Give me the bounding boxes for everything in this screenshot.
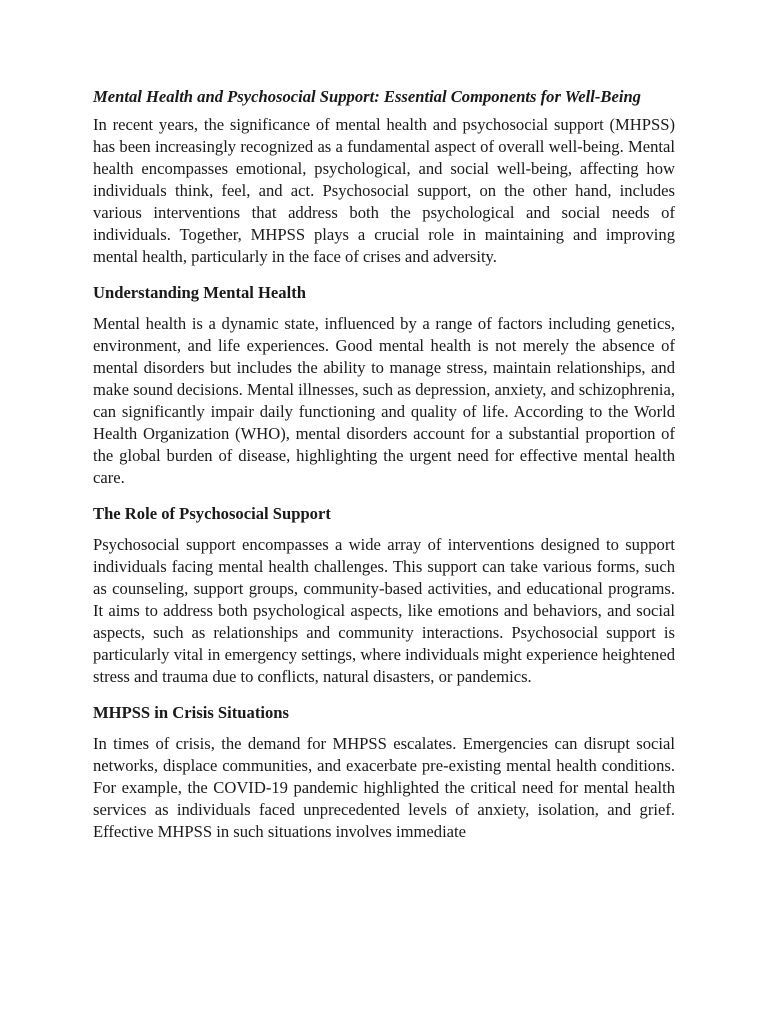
section-body-understanding-mental-health: Mental health is a dynamic state, influenced by a range of factors including genetics, environment, and life experiences. Good mental health is not merely the absence of mental disorders but includes the ability to manage stress, maintain relationships, and make sound decisions. Mental illnesses, such as depression, anxiety, and schizophrenia, can significantly impair daily functioning and quality of life. According to the World Health Organization (WHO), mental disorders account for a substantial proportion of the global burden of disease, highlighting the urgent need for effective mental health care. [93, 314, 675, 487]
section-body-mhpss-in-crisis: In times of crisis, the demand for MHPSS escalates. Emergencies can disrupt social networks, displace communities, and exacerbate pre-existing mental health conditions. For example, the COVID-19 pandemic highlighted the critical need for mental health services as individuals faced unprecedented levels of anxiety, isolation, and grief. Effective MHPSS in such situations involves immediate [93, 734, 675, 841]
section-heading-understanding-mental-health: Understanding Mental Health [93, 283, 306, 302]
section-body-role-of-psychosocial-support: Psychosocial support encompasses a wide array of interventions designed to support individuals facing mental health challenges. This support can take various forms, such as counseling, support groups, community-based activities, and educational programs. It aims to address both psychological aspects, like emotions and behaviors, and social aspects, such as relationships and community interactions. Psychosocial support is particularly vital in emergency settings, where individuals might experience heightened stress and trauma due to conflicts, natural disasters, or pandemics. [93, 535, 675, 686]
document-title: Mental Health and Psychosocial Support: Essential Components for Well-Being [93, 87, 641, 106]
section-heading-role-of-psychosocial-support: The Role of Psychosocial Support [93, 504, 331, 523]
section-heading-mhpss-in-crisis: MHPSS in Crisis Situations [93, 703, 289, 722]
intro-paragraph: In recent years, the significance of mental health and psychosocial support (MHPSS) has been increasingly recognized as a fundamental aspect of overall well-being. Mental health encompasses emotional, psychological, and social well-being, affecting how individuals think, feel, and act. Psychosocial support, on the other hand, includes various interventions that address both the psychological and social needs of individuals. Together, MHPSS plays a crucial role in maintaining and improving mental health, particularly in the face of crises and adversity. [93, 115, 675, 266]
document-page [93, 86, 675, 851]
